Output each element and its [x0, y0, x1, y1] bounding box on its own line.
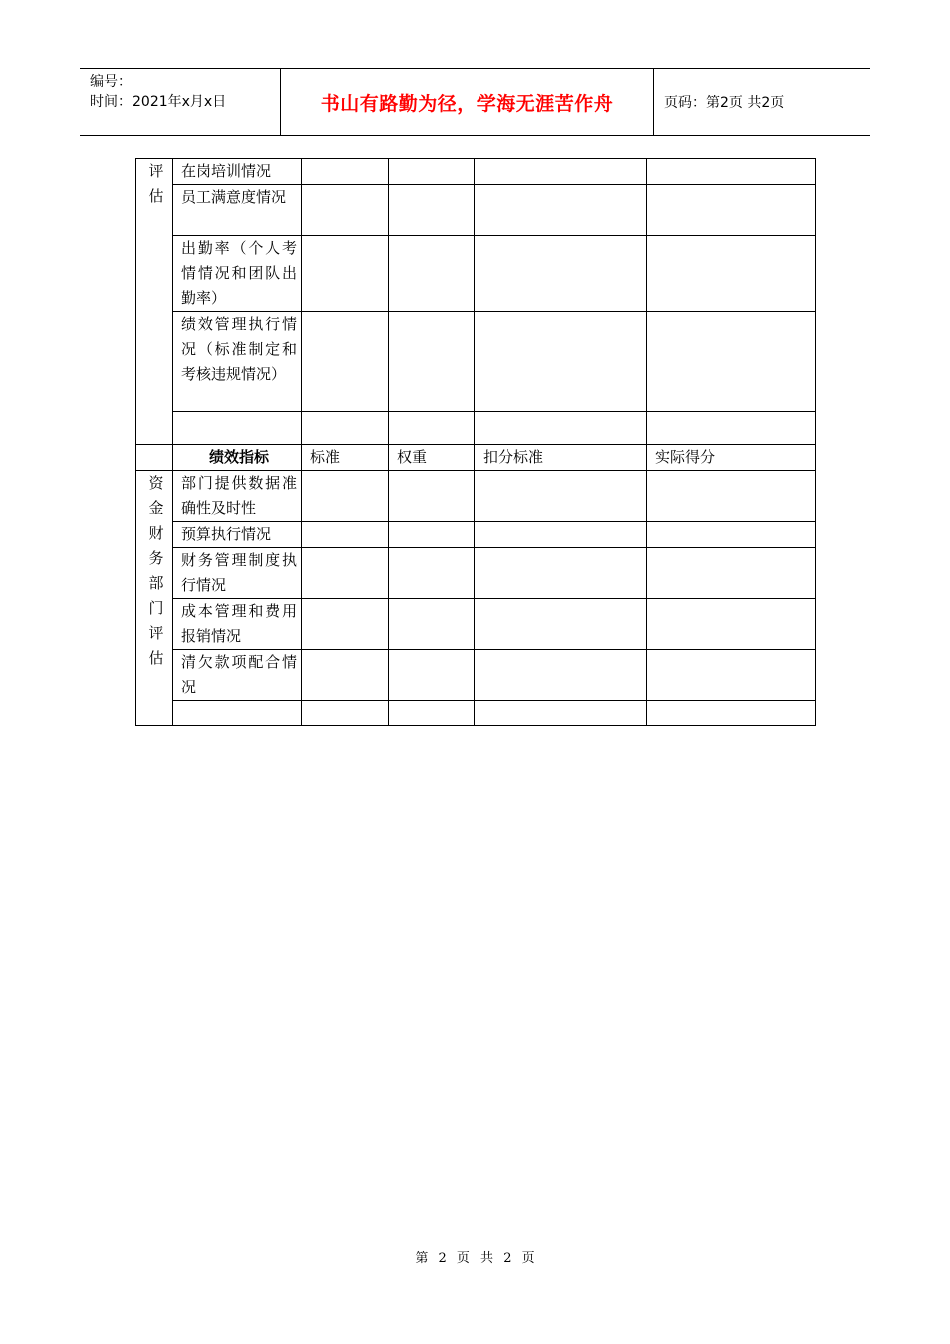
empty-cell — [302, 312, 389, 412]
empty-cell — [647, 701, 816, 726]
header-deduction: 扣分标准 — [475, 445, 647, 471]
table-row — [136, 236, 816, 312]
empty-cell — [389, 159, 475, 185]
empty-cell — [389, 522, 475, 548]
empty-cell — [302, 701, 389, 726]
indicator-cell: 成本管理和费用报销情况 — [173, 599, 302, 650]
empty-cell — [389, 236, 475, 312]
table-row — [136, 599, 816, 650]
empty-cell — [475, 312, 647, 412]
header-standard: 标准 — [302, 445, 389, 471]
empty-cell — [389, 548, 475, 599]
indicator-cell: 清欠款项配合情况 — [173, 650, 302, 701]
table-row — [136, 548, 816, 599]
empty-cell — [647, 412, 816, 445]
empty-cell — [647, 236, 816, 312]
header-actual-score: 实际得分 — [647, 445, 816, 471]
section2-side-label: 资 金 财 务 部 门 评 估 — [136, 471, 173, 726]
empty-cell — [302, 185, 389, 236]
empty-cell — [389, 650, 475, 701]
indicator-cell: 部门提供数据准确性及时性 — [173, 471, 302, 522]
page-footer: 第 2 页 共 2 页 — [415, 1251, 535, 1266]
empty-cell — [302, 236, 389, 312]
indicator-cell — [173, 701, 302, 726]
empty-cell — [302, 548, 389, 599]
empty-cell — [475, 185, 647, 236]
empty-cell — [475, 159, 647, 185]
document-date-label: 时间：2021年x月x日 — [90, 94, 227, 110]
empty-cell — [475, 650, 647, 701]
document-number-label: 编号： — [90, 74, 132, 90]
empty-cell — [647, 650, 816, 701]
empty-cell — [302, 522, 389, 548]
header-motto: 书山有路勤为径，学海无涯苦作舟 — [281, 69, 654, 135]
evaluation-table — [135, 158, 816, 726]
empty-cell — [389, 701, 475, 726]
header-weight: 权重 — [389, 445, 475, 471]
indicator-cell: 绩效管理执行情况（标准制定和考核违规情况） — [173, 312, 302, 412]
empty-cell — [475, 701, 647, 726]
empty-cell — [475, 548, 647, 599]
table-row — [136, 471, 816, 522]
empty-cell — [302, 159, 389, 185]
indicator-cell: 员工满意度情况 — [173, 185, 302, 236]
table-row — [136, 412, 816, 445]
empty-cell — [136, 445, 173, 471]
empty-cell — [475, 522, 647, 548]
empty-cell — [647, 159, 816, 185]
empty-cell — [389, 471, 475, 522]
empty-cell — [475, 471, 647, 522]
empty-cell — [647, 522, 816, 548]
empty-cell — [389, 412, 475, 445]
empty-cell — [302, 599, 389, 650]
indicator-cell: 在岗培训情况 — [173, 159, 302, 185]
empty-cell — [389, 312, 475, 412]
table-row — [136, 185, 816, 236]
empty-cell — [647, 599, 816, 650]
table-row — [136, 522, 816, 548]
empty-cell — [647, 185, 816, 236]
indicator-cell: 预算执行情况 — [173, 522, 302, 548]
indicator-cell: 财务管理制度执行情况 — [173, 548, 302, 599]
header-meta — [80, 69, 281, 135]
empty-cell — [475, 236, 647, 312]
empty-cell — [389, 185, 475, 236]
empty-cell — [302, 412, 389, 445]
indicator-cell — [173, 412, 302, 445]
page-header — [80, 68, 870, 136]
empty-cell — [647, 548, 816, 599]
empty-cell — [302, 650, 389, 701]
empty-cell — [647, 312, 816, 412]
empty-cell — [475, 599, 647, 650]
empty-cell — [389, 599, 475, 650]
table-row — [136, 312, 816, 412]
section1-side-label: 评 估 — [136, 159, 173, 445]
empty-cell — [475, 412, 647, 445]
indicator-cell: 出勤率（个人考情情况和团队出勤率） — [173, 236, 302, 312]
header-indicator: 绩效指标 — [173, 445, 302, 471]
empty-cell — [302, 471, 389, 522]
header-page-number: 页码：第2页 共2页 — [664, 95, 785, 111]
table-header-row — [136, 445, 816, 471]
table-row — [136, 159, 816, 185]
table-row — [136, 701, 816, 726]
table-row — [136, 650, 816, 701]
empty-cell — [647, 471, 816, 522]
